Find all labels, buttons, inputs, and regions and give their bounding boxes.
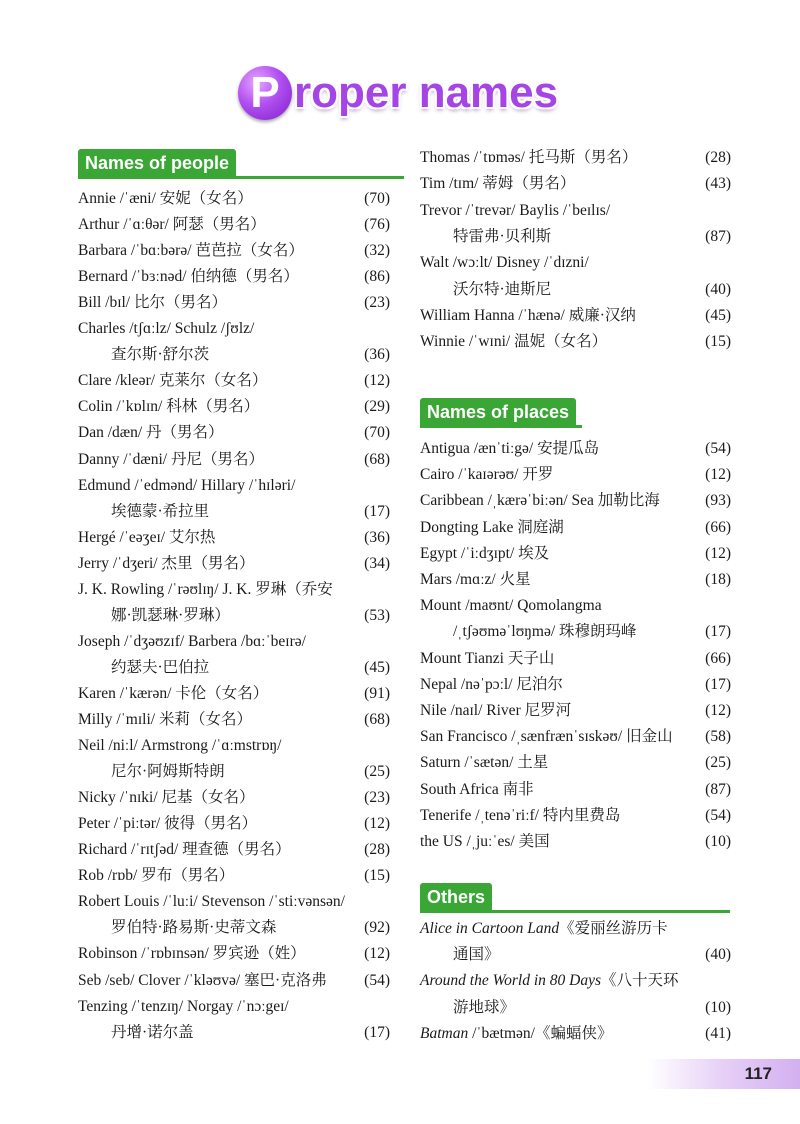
entry-text: Robinson /ˈrɒbɪnsən/ 罗宾逊（姓） [78,945,306,963]
entry-text: Clare /kleər/ 克莱尔（女名） [78,372,268,390]
list-item [420,970,731,992]
entry-page-ref: (54) [705,440,731,457]
section-title: Others [420,883,492,911]
entry-text: Dongting Lake 洞庭湖 [420,518,564,536]
entry-gloss: 《八十天环 [600,972,679,990]
list-item [420,752,731,774]
list-item [420,944,731,966]
entry-page-ref: (12) [705,702,731,719]
list-item [420,226,731,248]
entry-text: Bernard /ˈbɜːnəd/ 伯纳德（男名） [78,268,299,286]
title-initial-badge: P [238,66,292,120]
entry-text: San Francisco /ˌsænfrænˈsɪskəʊ/ 旧金山 [420,728,673,746]
entry-text: 查尔斯·舒尔茨 [111,346,210,364]
section-title: Names of people [78,149,236,177]
entry-page-ref: (41) [705,1024,731,1042]
list-item [78,501,390,523]
entry-page-ref: (54) [364,971,390,989]
entry-page-ref: (87) [705,780,731,798]
entry-text: Seb /seb/ Clover /ˈkləʊvə/ 塞巴·克洛弗 [78,971,327,989]
entry-page-ref: (70) [364,424,390,442]
entry-gloss: /ˈbætmən/《蝙蝠侠》 [468,1024,613,1042]
entry-text: Tim /tɪm/ 蒂姆（男名） [420,175,576,193]
entry-text: Mars /mɑːz/ 火星 [420,571,531,588]
entry-page-ref: (23) [364,294,390,312]
entry-text: 通国》 [453,946,500,964]
entry-page-ref: (17) [705,675,731,693]
list-item [78,735,390,757]
list-item [78,449,390,471]
entry-text: Tenzing /ˈtenzɪŋ/ Norgay /ˈnɔːgeɪ/ [78,997,289,1015]
entry-text: 沃尔特·迪斯尼 [453,280,552,298]
entry-text: Nepal /nəˈpɔːl/ 尼泊尔 [420,675,563,693]
entry-text: the US /ˌjuːˈes/ 美国 [420,833,550,850]
list-item [420,252,731,274]
entry-page-ref: (53) [364,606,390,624]
list-item [78,344,390,366]
list-item [78,839,390,861]
entry-page-ref: (32) [364,242,390,260]
list-item [78,970,390,992]
list-item [78,188,390,210]
list-item [78,605,390,627]
list-item [420,305,731,327]
entry-text [420,970,679,992]
list-item [78,422,390,444]
entry-text: Saturn /ˈsætən/ 土星 [420,754,549,772]
list-item [78,1022,390,1044]
entry-text: Barbara /ˈbɑːbərə/ 芭芭拉（女名） [78,242,304,260]
entry-text: Annie /ˈæni/ 安妮（女名） [78,190,253,207]
entry-text: 埃德蒙·希拉里 [111,502,210,520]
entry-page-ref: (34) [364,554,390,572]
entry-text: Arthur /ˈɑːθər/ 阿瑟（男名） [78,216,266,234]
list-item [420,147,731,169]
section-header-others [420,883,730,913]
entry-text: Bill /bɪl/ 比尔（男名） [78,294,227,312]
entry-page-ref: (12) [364,815,390,833]
section-header-places [420,398,730,428]
entry-text: Walt /wɔːlt/ Disney /ˈdɪzni/ [420,254,589,272]
list-item [78,865,390,887]
entry-page-ref: (18) [705,571,731,588]
entry-text: Jerry /ˈdʒeri/ 杰里（男名） [78,554,255,572]
entry-text: Mount Tianzi 天子山 [420,649,555,667]
entry-page-ref: (87) [705,227,731,245]
entry-text: Neil /niːl/ Armstrong /ˈɑːmstrɒŋ/ [78,737,282,755]
entry-page-ref: (10) [705,998,731,1016]
entry-page-ref: (25) [364,763,390,781]
entry-text: Joseph /ˈdʒəʊzɪf/ Barbera /bɑːˈbeɪrə/ [78,632,306,650]
entry-page-ref: (12) [364,372,390,390]
entry-page-ref: (28) [705,149,731,166]
entry-text: 特雷弗·贝利斯 [453,227,552,245]
entry-page-ref: (93) [705,492,731,510]
list-item [420,490,731,512]
entry-page-ref: (58) [705,728,731,746]
title-text: roper names [294,68,559,117]
entry-text: Hergé /ˈeəʒeɪ/ 艾尔热 [78,528,216,546]
entry-text: Milly /ˈmɪli/ 米莉（女名） [78,711,252,728]
entry-page-ref: (45) [364,658,390,676]
list-item [420,779,731,801]
list-item [78,683,390,705]
entry-text: 娜·凯瑟琳·罗琳） [111,606,230,624]
entry-text: Trevor /ˈtrevər/ Baylis /ˈbeɪlɪs/ [420,201,611,219]
entry-text: /ˌtʃəʊməˈlʊŋmə/ 珠穆朗玛峰 [453,623,637,641]
page-number-tab [648,1059,800,1089]
list-item [78,240,390,262]
entry-text [420,1023,612,1045]
entry-page-ref: (70) [364,190,390,207]
list-item [78,579,390,601]
entry-text: Richard /ˈrɪtʃəd/ 理查德（男名） [78,841,291,859]
entry-page-ref: (12) [705,544,731,562]
page-number: 117 [744,1064,772,1083]
list-item [78,553,390,575]
entry-text [420,918,668,940]
list-item [420,200,731,222]
list-item [420,997,731,1019]
list-item [78,787,390,809]
entry-page-ref: (66) [705,518,731,536]
entry-text: Charles /tʃɑːlz/ Schulz /ʃʊlz/ [78,320,255,338]
entry-page-ref: (12) [705,466,731,484]
entry-text: Nile /naɪl/ River 尼罗河 [420,702,572,719]
entry-text: William Hanna /ˈhænə/ 威廉·汉纳 [420,306,636,324]
entry-text: 罗伯特·路易斯·史蒂文森 [111,919,277,937]
entry-text: Winnie /ˈwɪni/ 温妮（女名） [420,333,608,351]
list-item [78,527,390,549]
list-item [78,943,390,965]
entry-page-ref: (17) [705,623,731,641]
list-item [420,805,731,827]
entry-page-ref: (40) [705,946,731,964]
entry-title: Batman [420,1024,469,1042]
entry-page-ref: (68) [364,450,390,468]
list-item [420,726,731,748]
entry-text: Thomas /ˈtɒməs/ 托马斯（男名） [420,149,638,166]
list-item [420,569,731,591]
entry-page-ref: (12) [364,945,390,963]
entry-text: 游地球》 [453,998,516,1016]
entry-text: Caribbean /ˌkærəˈbiːən/ Sea 加勒比海 [420,492,660,510]
entry-text: Mount /maʊnt/ Qomolangma [420,597,602,615]
entry-text: Nicky /ˈnɪki/ 尼基（女名） [78,789,255,807]
list-item [420,464,731,486]
list-item [420,173,731,195]
entry-page-ref: (36) [364,528,390,546]
entry-text: Egypt /ˈiːdʒɪpt/ 埃及 [420,544,550,562]
entry-text: South Africa 南非 [420,780,534,798]
list-item [78,370,390,392]
list-item [420,918,731,940]
entry-page-ref: (36) [364,346,390,364]
list-item [78,761,390,783]
list-item [420,674,731,696]
entry-page-ref: (66) [705,649,731,667]
entry-page-ref: (68) [364,711,390,728]
entry-page-ref: (23) [364,789,390,807]
entry-page-ref: (40) [705,280,731,298]
entry-text: Tenerife /ˌtenəˈriːf/ 特内里费岛 [420,806,621,824]
entry-text: Robert Louis /ˈluːi/ Stevenson /ˈstiːvənsən/ [78,893,345,911]
entry-text: Karen /ˈkærən/ 卡伦（女名） [78,684,269,702]
list-item [420,595,731,617]
list-item [420,700,731,722]
list-item [420,517,731,539]
entry-page-ref: (17) [364,502,390,520]
list-item [78,475,390,497]
entry-page-ref: (92) [364,919,390,937]
entry-page-ref: (17) [364,1023,390,1041]
list-item [78,266,390,288]
entry-page-ref: (25) [705,754,731,772]
list-item [78,657,390,679]
list-item [78,292,390,314]
list-item [78,891,390,913]
section-header-people [78,149,404,179]
entry-page-ref: (76) [364,216,390,234]
list-item [78,396,390,418]
entry-text: J. K. Rowling /ˈrəʊlɪŋ/ J. K. 罗琳（乔安 [78,580,333,598]
list-item [420,831,731,853]
entry-text: Edmund /ˈedmənd/ Hillary /ˈhɪləri/ [78,476,296,494]
entry-title: Around the World in 80 Days [420,972,601,990]
list-item [78,709,390,731]
entry-text: 约瑟夫·巴伯拉 [111,658,210,676]
list-item [78,917,390,939]
list-item [78,996,390,1018]
list-item [78,318,390,340]
entry-page-ref: (15) [705,333,731,351]
list-item [78,214,390,236]
entry-text: Rob /rɒb/ 罗布（男名） [78,867,235,885]
list-item [420,543,731,565]
list-item [420,621,731,643]
section-title: Names of places [420,398,576,426]
list-item [78,631,390,653]
entry-text: Dan /dæn/ 丹（男名） [78,424,224,442]
entry-text: 尼尔·阿姆斯特朗 [111,763,225,781]
entry-page-ref: (10) [705,833,731,850]
list-item [78,813,390,835]
list-item [420,648,731,670]
entry-page-ref: (54) [705,806,731,824]
list-item [420,331,731,353]
list-item [420,438,731,460]
entry-page-ref: (43) [705,175,731,193]
entry-gloss: 《爱丽丝游历卡 [559,920,668,937]
entry-text: Cairo /ˈkaɪərəʊ/ 开罗 [420,466,554,484]
entry-text: 丹增·诺尔盖 [111,1023,194,1041]
list-item [420,1023,731,1045]
list-item [420,279,731,301]
entry-title: Alice in Cartoon Land [420,920,560,937]
entry-page-ref: (86) [364,268,390,286]
entry-page-ref: (45) [705,306,731,324]
entry-page-ref: (28) [364,841,390,859]
entry-text: Peter /ˈpiːtər/ 彼得（男名） [78,815,258,833]
entry-page-ref: (29) [364,398,390,416]
entry-text: Danny /ˈdæni/ 丹尼（男名） [78,450,264,468]
entry-page-ref: (15) [364,867,390,885]
entry-text: Antigua /ænˈtiːgə/ 安提瓜岛 [420,440,600,457]
entry-page-ref: (91) [364,684,390,702]
entry-text: Colin /ˈkɒlɪn/ 科林（男名） [78,398,260,416]
